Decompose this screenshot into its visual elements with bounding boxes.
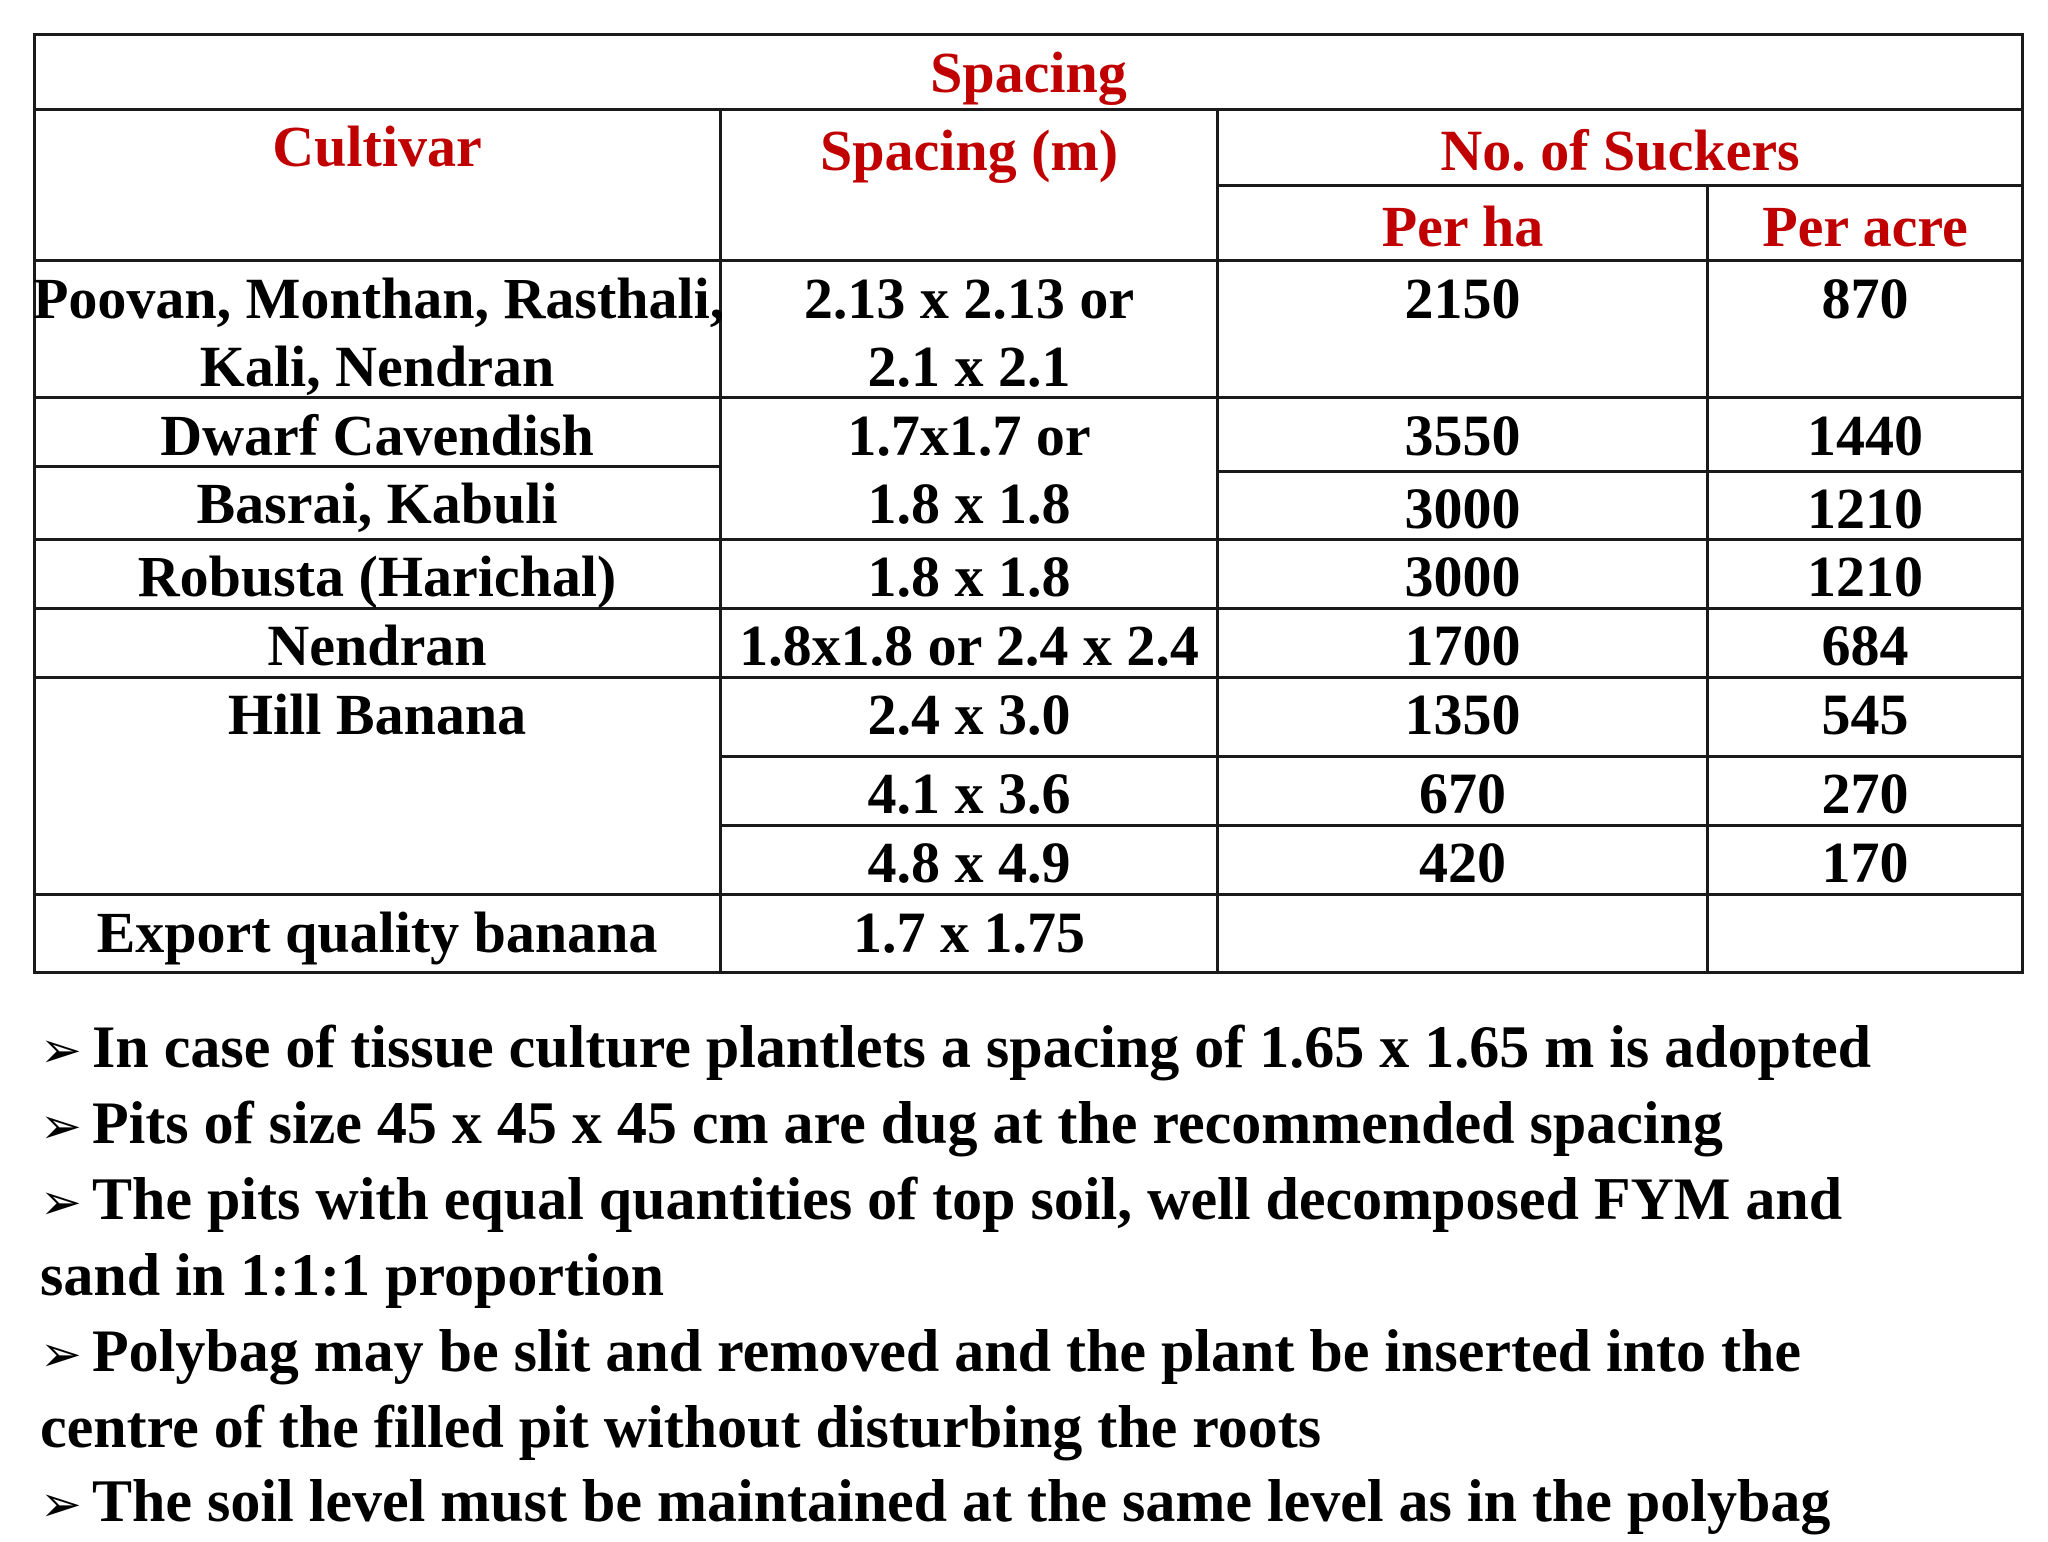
cultivar-cell: Robusta (Harichal): [137, 544, 617, 609]
header-cultivar: Cultivar: [272, 114, 482, 179]
note-text: Polybag may be slit and removed and the plant be inserted into the: [92, 1318, 1801, 1384]
per-acre-cell: 1210: [1807, 476, 1923, 541]
per-acre-cell: 870: [1821, 266, 1909, 331]
spacing-cell: 4.1 x 3.6: [867, 761, 1071, 826]
cultivar-cell: Export quality banana: [96, 900, 658, 965]
per-acre-cell: 684: [1821, 613, 1909, 678]
per-acre-cell: 545: [1821, 682, 1909, 747]
per-ha-cell: 2150: [1404, 266, 1521, 331]
cultivar-cell: Poovan, Monthan, Rasthali,: [33, 266, 725, 331]
per-acre-cell: 170: [1821, 830, 1909, 895]
list-item: [40, 1009, 1871, 1088]
arrow-bullet-icon: ➢: [40, 1475, 82, 1533]
note-text: Pits of size 45 x 45 x 45 cm are dug at the recommended spacing: [92, 1090, 1723, 1156]
list-item-continued: sand in 1:1:1 proportion: [40, 1242, 665, 1308]
list-item: [40, 1161, 1842, 1240]
arrow-bullet-icon: ➢: [40, 1097, 82, 1155]
per-ha-cell: 3000: [1404, 476, 1521, 541]
merged-spacing-cell: 1.7x1.7 or: [847, 403, 1091, 468]
cultivar-cell: Nendran: [267, 613, 487, 678]
arrow-bullet-icon: ➢: [40, 1021, 82, 1079]
table-border-top: [33, 33, 2024, 36]
per-ha-cell: 3550: [1404, 403, 1521, 468]
list-item: [40, 1313, 1801, 1392]
arrow-bullet-icon: ➢: [40, 1173, 82, 1231]
per-ha-cell: 3000: [1404, 544, 1521, 609]
table-title: Spacing: [930, 40, 1127, 105]
list-item-continued: centre of the filled pit without disturbing the roots: [40, 1394, 1322, 1460]
note-text: In case of tissue culture plantlets a spacing of 1.65 x 1.65 m is adopted: [92, 1014, 1871, 1080]
cultivar-cell: Dwarf Cavendish: [160, 403, 594, 468]
row-divider-6: [719, 755, 2024, 758]
spacing-cell: 1.8 x 1.8: [867, 544, 1071, 609]
list-item: [40, 1463, 1830, 1542]
per-ha-cell: 1700: [1404, 613, 1521, 678]
spacing-cell: 2.13 x 2.13 or: [803, 266, 1135, 331]
row-divider-2-suckers: [1216, 470, 2024, 473]
per-acre-cell: 1440: [1807, 403, 1923, 468]
table-border-bottom: [33, 971, 2024, 974]
cultivar-cell-continued: Kali, Nendran: [199, 334, 555, 399]
list-item: [40, 1085, 1723, 1164]
per-ha-cell: 670: [1419, 761, 1506, 826]
cultivar-cell: Hill Banana: [227, 682, 527, 747]
per-acre-cell: 1210: [1807, 544, 1923, 609]
per-acre-cell: 270: [1821, 761, 1909, 826]
header-spacing: Spacing (m): [819, 118, 1119, 183]
arrow-bullet-icon: ➢: [40, 1325, 82, 1383]
spacing-cell: 1.7 x 1.75: [853, 900, 1085, 965]
spacing-cell-continued: 2.1 x 2.1: [867, 334, 1071, 399]
note-text: The soil level must be maintained at the same level as in the polybag: [92, 1468, 1831, 1534]
merged-spacing-cell-continued: 1.8 x 1.8: [867, 471, 1071, 536]
per-ha-cell: 1350: [1404, 682, 1521, 747]
per-ha-cell: 420: [1419, 830, 1506, 895]
note-text: The pits with equal quantities of top soil, well decomposed FYM and: [92, 1166, 1843, 1232]
header-per-ha: Per ha: [1381, 194, 1544, 259]
cultivar-cell: Basrai, Kabuli: [196, 471, 558, 536]
spacing-cell: 4.8 x 4.9: [867, 830, 1071, 895]
spacing-cell: 2.4 x 3.0: [867, 682, 1071, 747]
spacing-cell: 1.8x1.8 or 2.4 x 2.4: [739, 613, 1199, 678]
title-row-divider: [33, 108, 2024, 111]
header-suckers: No. of Suckers: [1440, 118, 1800, 183]
header-per-acre: Per acre: [1762, 194, 1968, 259]
